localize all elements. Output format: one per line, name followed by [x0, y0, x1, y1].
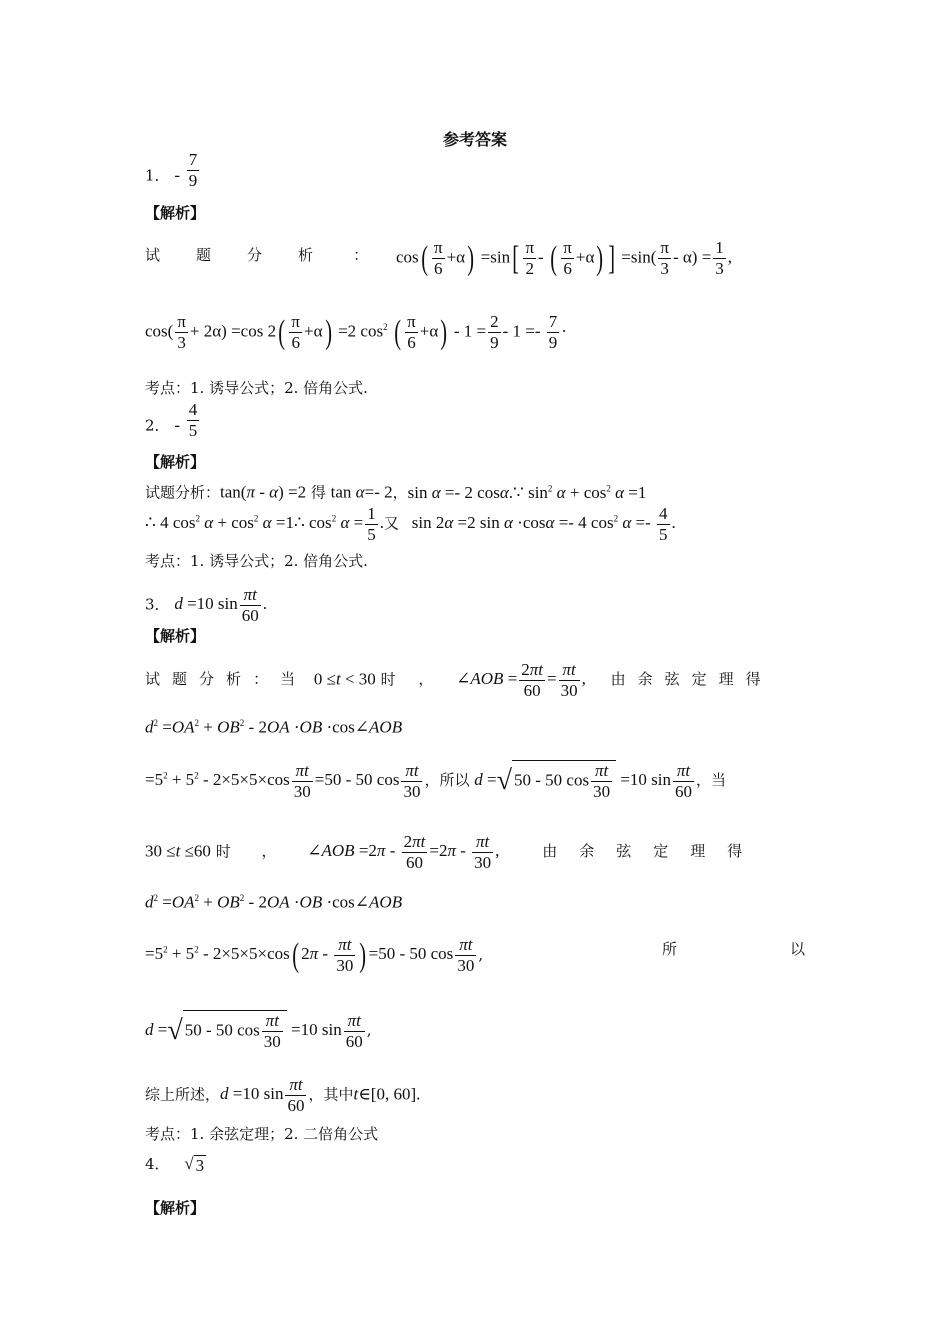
problem-number: 3． [145, 595, 170, 614]
answer-fraction: $\frac{7}{9}$ [188, 150, 198, 190]
problem-number: 4． [145, 1155, 170, 1173]
equation-3e: d =√ 50 - 50 cos $\frac{\pi t}{30}$ =10 sin $\frac{\pi t}{60}$ , [145, 1010, 372, 1051]
equation-1b: cos( $\frac{\pi}{3}$ + 2α) =cos 2( $\frac{\pi}{6}$ +α) =2 $\cos^2$ ( $\frac{\pi}{6}$ +α) - 1 = $\frac{2}{9}$ - 1 =- $\frac{7}{9}$ · [145, 312, 567, 352]
equation-3b: $=5^2 + 5^2 - 2\times 5\times 5\times\cos$ $\frac{\pi t}{30}$ =50 - 50 cos $\frac{\pi t}{30}$ ，所以 d =√ 50 - 50 cos $\frac{\pi t}{30}$ =10 sin $\frac{\pi t}{60}$ ，当 [145, 760, 727, 801]
problem-1-answer: 1． - $\frac{7}{9}$ [145, 150, 198, 190]
analysis-label: 【解析】 [145, 1199, 206, 1217]
topic-note: 考点：1. 诱导公式；2. 倍角公式. [145, 552, 368, 570]
problem-3-analysis-1: 试 题 分 析 ： 当 0 ≤t < 30 时 ， ∠AOB = $\frac{2\pi t}{60}$ = $\frac{\pi t}{30}$ , 由余弦定理得 [145, 660, 773, 700]
problem-2-answer: 2． - $\frac{4}{5}$ [145, 400, 198, 440]
problem-2-analysis-2: ∴ 4 $\cos^2 \alpha + \cos^2 \alpha$ =1∴ $\cos^2 \alpha$ = $\frac{1}{5}$ .又 sin 2α =2 sin α ·cosα =- 4 $\cos^2 \alpha$ =- $\frac{4}{5}$ . [145, 504, 676, 544]
analysis-label: 【解析】 [145, 453, 206, 471]
equation-3d: $=5^2 + 5^2 - 2\times 5\times 5\times\cos$( 2π - $\frac{\pi t}{30}$ ) =50 - 50 cos $\frac{\pi t}{30}$ , 所 以 [145, 935, 806, 975]
problem-4-answer: 4． √ 3 [145, 1154, 205, 1175]
topic-note: 考点：1. 余弦定理；2. 二倍角公式 [145, 1125, 379, 1143]
analysis-label: 【解析】 [145, 627, 206, 645]
page-title: 参考答案 [442, 130, 507, 149]
problem-number: 2． [145, 416, 170, 435]
problem-3-analysis-2: 30 ≤t ≤60 时 ， ∠AOB =2π - $\frac{2\pi t}{60}$ =2π - $\frac{\pi t}{30}$ , 由余弦定理得 [145, 832, 765, 872]
problem-number: 1． [145, 166, 170, 185]
analysis-label: 【解析】 [145, 204, 206, 222]
answer-fraction: $\frac{4}{5}$ [188, 400, 198, 440]
equation-1a: cos( $\frac{\pi}{6}$ +α) =sin[ $\frac{\pi}{2}$ - ( $\frac{\pi}{6}$ +α) ] =sin( $\frac{\pi}{3}$ - α) = $\frac{1}{3}$ , [396, 238, 733, 278]
problem-3-answer: 3． d =10 sin $\frac{\pi t}{60}$ . [145, 585, 268, 625]
problem-2-analysis: 试题分析：tan(π - α) =2 得 tan α=- 2，sin α =- 2 cosα.∵ $\sin^2 \alpha + \cos^2 \alpha =1$ [145, 482, 647, 502]
problem-1-analysis: 试 题 分 析 ： [145, 246, 369, 264]
topic-note: 考点：1. 诱导公式；2. 倍角公式. [145, 379, 368, 397]
equation-3c: $d^2 =OA^2 + OB^2 - 2OA \cdot OB$ ·cos∠AOB [145, 892, 403, 912]
problem-3-conclusion: 综上所述，d =10 sin $\frac{\pi t}{60}$ ，其中t∈[0, 60]. [145, 1075, 421, 1115]
equation-3a: $d^2 =OA^2 + OB^2 - 2OA \cdot OB$ ·cos∠AOB [145, 717, 403, 737]
